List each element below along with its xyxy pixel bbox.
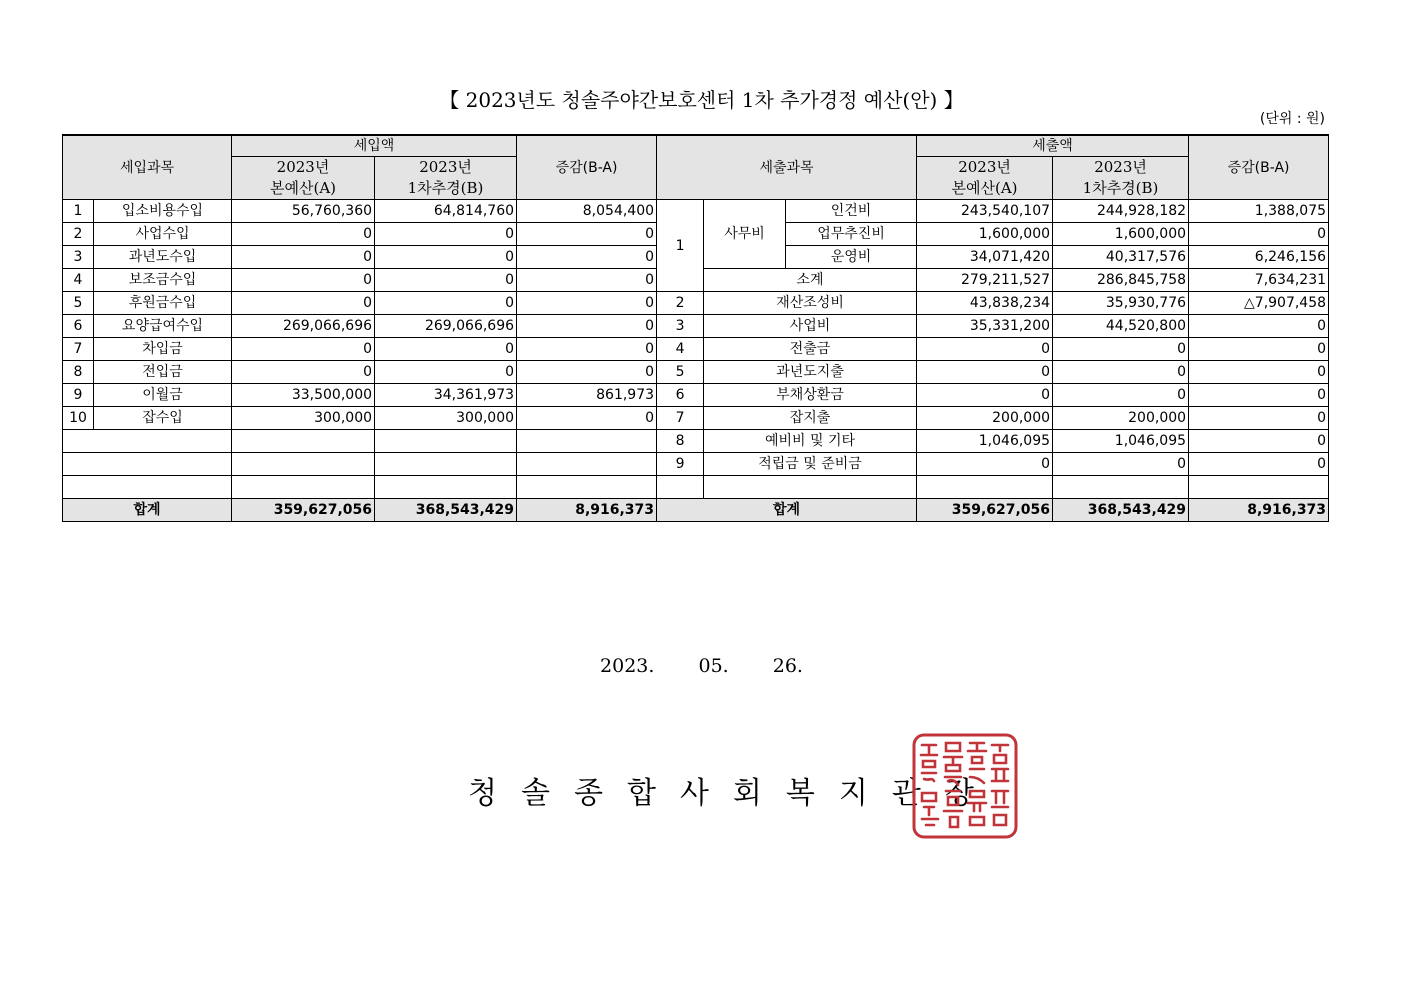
income-original: 0 bbox=[232, 246, 375, 269]
income-subject: 잡수입 bbox=[94, 407, 232, 430]
income-diff-header: 증감(B-A) bbox=[517, 135, 657, 200]
expense-diff: 0 bbox=[1189, 384, 1329, 407]
header-row-1 bbox=[63, 135, 1329, 157]
expense-original: 35,331,200 bbox=[917, 315, 1053, 338]
income-revised: 64,814,760 bbox=[375, 200, 517, 223]
income-diff: 0 bbox=[517, 361, 657, 384]
expense-original: 0 bbox=[917, 338, 1053, 361]
income-original: 0 bbox=[232, 269, 375, 292]
income-diff: 8,054,400 bbox=[517, 200, 657, 223]
expense-a-year: 2023년 bbox=[917, 157, 1053, 179]
income-b-year: 2023년 bbox=[375, 157, 517, 179]
table-row bbox=[63, 384, 1329, 407]
income-subject: 차입금 bbox=[94, 338, 232, 361]
document-title: 【 2023년도 청솔주야간보호센터 1차 추가경정 예산(안) 】 bbox=[439, 88, 964, 112]
total-row bbox=[63, 499, 1329, 522]
income-total-diff: 8,916,373 bbox=[517, 499, 657, 522]
income-subject: 보조금수입 bbox=[94, 269, 232, 292]
expense-diff: 0 bbox=[1189, 315, 1329, 338]
expense-diff: △7,907,458 bbox=[1189, 292, 1329, 315]
income-original: 0 bbox=[232, 292, 375, 315]
expense-revised: 1,600,000 bbox=[1053, 223, 1189, 246]
expense-total-label: 합계 bbox=[657, 499, 917, 522]
expense-diff-header: 증감(B-A) bbox=[1189, 135, 1329, 200]
income-b-label: 1차추경(B) bbox=[375, 178, 517, 200]
table-row bbox=[63, 338, 1329, 361]
income-diff: 0 bbox=[517, 246, 657, 269]
income-subject: 후원금수입 bbox=[94, 292, 232, 315]
income-no: 7 bbox=[63, 338, 94, 361]
expense-original: 34,071,420 bbox=[917, 246, 1053, 269]
official-seal bbox=[912, 733, 1018, 839]
expense-no: 5 bbox=[657, 361, 704, 384]
expense-item: 인건비 bbox=[786, 200, 917, 223]
income-no: 8 bbox=[63, 361, 94, 384]
expense-subject: 재산조성비 bbox=[704, 292, 917, 315]
income-no: 10 bbox=[63, 407, 94, 430]
expense-subtotal-label: 소계 bbox=[704, 269, 917, 292]
income-no: 6 bbox=[63, 315, 94, 338]
empty-cell bbox=[1189, 476, 1329, 499]
expense-diff: 7,634,231 bbox=[1189, 269, 1329, 292]
table-row bbox=[63, 361, 1329, 384]
expense-diff: 0 bbox=[1189, 453, 1329, 476]
expense-revised: 200,000 bbox=[1053, 407, 1189, 430]
income-no: 9 bbox=[63, 384, 94, 407]
expense-original: 43,838,234 bbox=[917, 292, 1053, 315]
income-revised: 0 bbox=[375, 246, 517, 269]
table-row bbox=[63, 315, 1329, 338]
expense-diff: 0 bbox=[1189, 407, 1329, 430]
expense-subject: 적립금 및 준비금 bbox=[704, 453, 917, 476]
table-row bbox=[63, 430, 1329, 453]
expense-revised: 0 bbox=[1053, 453, 1189, 476]
expense-diff: 6,246,156 bbox=[1189, 246, 1329, 269]
income-total-label: 합계 bbox=[63, 499, 232, 522]
income-diff: 0 bbox=[517, 407, 657, 430]
income-diff: 0 bbox=[517, 338, 657, 361]
income-diff: 0 bbox=[517, 223, 657, 246]
empty-cell bbox=[63, 453, 232, 476]
income-subject: 사업수입 bbox=[94, 223, 232, 246]
income-subject: 이월금 bbox=[94, 384, 232, 407]
expense-revised: 286,845,758 bbox=[1053, 269, 1189, 292]
income-subject: 과년도수입 bbox=[94, 246, 232, 269]
expense-b-label: 1차추경(B) bbox=[1053, 178, 1189, 200]
income-no: 3 bbox=[63, 246, 94, 269]
expense-diff: 0 bbox=[1189, 361, 1329, 384]
income-revised: 0 bbox=[375, 338, 517, 361]
expense-subject: 부채상환금 bbox=[704, 384, 917, 407]
empty-cell bbox=[232, 476, 375, 499]
expense-diff: 1,388,075 bbox=[1189, 200, 1329, 223]
income-original: 56,760,360 bbox=[232, 200, 375, 223]
empty-cell bbox=[517, 476, 657, 499]
empty-cell bbox=[517, 453, 657, 476]
income-a-label: 본예산(A) bbox=[232, 178, 375, 200]
expense-no: 2 bbox=[657, 292, 704, 315]
expense-no: 9 bbox=[657, 453, 704, 476]
expense-original: 0 bbox=[917, 453, 1053, 476]
expense-group: 사무비 bbox=[704, 200, 786, 269]
income-subject-header: 세입과목 bbox=[63, 135, 232, 200]
expense-no: 3 bbox=[657, 315, 704, 338]
expense-b-year: 2023년 bbox=[1053, 157, 1189, 179]
expense-no: 7 bbox=[657, 407, 704, 430]
income-revised: 300,000 bbox=[375, 407, 517, 430]
income-subject: 전입금 bbox=[94, 361, 232, 384]
income-original: 300,000 bbox=[232, 407, 375, 430]
empty-cell bbox=[657, 476, 704, 499]
empty-cell bbox=[232, 453, 375, 476]
expense-no: 1 bbox=[657, 200, 704, 292]
empty-cell bbox=[232, 430, 375, 453]
income-revised: 0 bbox=[375, 361, 517, 384]
empty-cell bbox=[63, 430, 232, 453]
expense-total-revised: 368,543,429 bbox=[1053, 499, 1189, 522]
income-a-year: 2023년 bbox=[232, 157, 375, 179]
table-row bbox=[63, 407, 1329, 430]
expense-revised: 44,520,800 bbox=[1053, 315, 1189, 338]
table-row bbox=[63, 200, 1329, 223]
expense-revised: 1,046,095 bbox=[1053, 430, 1189, 453]
expense-no: 8 bbox=[657, 430, 704, 453]
expense-revised: 35,930,776 bbox=[1053, 292, 1189, 315]
expense-original: 0 bbox=[917, 361, 1053, 384]
expense-original: 279,211,527 bbox=[917, 269, 1053, 292]
income-subject: 입소비용수입 bbox=[94, 200, 232, 223]
income-original: 0 bbox=[232, 338, 375, 361]
income-revised: 0 bbox=[375, 269, 517, 292]
expense-diff: 0 bbox=[1189, 338, 1329, 361]
income-total-original: 359,627,056 bbox=[232, 499, 375, 522]
expense-a-label: 본예산(A) bbox=[917, 178, 1053, 200]
expense-subject: 잡지출 bbox=[704, 407, 917, 430]
income-original: 0 bbox=[232, 361, 375, 384]
expense-no: 4 bbox=[657, 338, 704, 361]
income-revised: 0 bbox=[375, 292, 517, 315]
expense-original: 1,046,095 bbox=[917, 430, 1053, 453]
table-row bbox=[63, 292, 1329, 315]
expense-revised: 40,317,576 bbox=[1053, 246, 1189, 269]
expense-original: 200,000 bbox=[917, 407, 1053, 430]
income-diff: 0 bbox=[517, 269, 657, 292]
empty-cell bbox=[375, 430, 517, 453]
expense-subject-header: 세출과목 bbox=[657, 135, 917, 200]
empty-cell bbox=[375, 476, 517, 499]
expense-diff: 0 bbox=[1189, 430, 1329, 453]
expense-original: 243,540,107 bbox=[917, 200, 1053, 223]
expense-original: 0 bbox=[917, 384, 1053, 407]
empty-cell bbox=[63, 476, 232, 499]
document-date: 2023. 05. 26. bbox=[600, 655, 803, 677]
empty-cell bbox=[1053, 476, 1189, 499]
income-no: 2 bbox=[63, 223, 94, 246]
table-row bbox=[63, 476, 1329, 499]
empty-cell bbox=[704, 476, 917, 499]
expense-amount-header: 세출액 bbox=[917, 135, 1189, 157]
income-diff: 0 bbox=[517, 315, 657, 338]
income-original: 269,066,696 bbox=[232, 315, 375, 338]
income-no: 5 bbox=[63, 292, 94, 315]
income-no: 4 bbox=[63, 269, 94, 292]
income-total-revised: 368,543,429 bbox=[375, 499, 517, 522]
expense-subject: 예비비 및 기타 bbox=[704, 430, 917, 453]
expense-revised: 0 bbox=[1053, 338, 1189, 361]
expense-item: 업무추진비 bbox=[786, 223, 917, 246]
income-revised: 34,361,973 bbox=[375, 384, 517, 407]
expense-original: 1,600,000 bbox=[917, 223, 1053, 246]
income-revised: 269,066,696 bbox=[375, 315, 517, 338]
income-diff: 0 bbox=[517, 292, 657, 315]
income-revised: 0 bbox=[375, 223, 517, 246]
income-original: 33,500,000 bbox=[232, 384, 375, 407]
expense-subject: 과년도지출 bbox=[704, 361, 917, 384]
signature-line: 청솔종합사회복지관장 bbox=[468, 776, 998, 811]
expense-diff: 0 bbox=[1189, 223, 1329, 246]
income-diff: 861,973 bbox=[517, 384, 657, 407]
expense-subject: 전출금 bbox=[704, 338, 917, 361]
expense-no: 6 bbox=[657, 384, 704, 407]
table-row bbox=[63, 453, 1329, 476]
unit-note: (단위 : 원) bbox=[1259, 111, 1325, 127]
empty-cell bbox=[517, 430, 657, 453]
income-no: 1 bbox=[63, 200, 94, 223]
expense-total-diff: 8,916,373 bbox=[1189, 499, 1329, 522]
expense-revised: 244,928,182 bbox=[1053, 200, 1189, 223]
income-subject: 요양급여수입 bbox=[94, 315, 232, 338]
budget-table bbox=[62, 134, 1329, 522]
expense-total-original: 359,627,056 bbox=[917, 499, 1053, 522]
expense-revised: 0 bbox=[1053, 384, 1189, 407]
income-original: 0 bbox=[232, 223, 375, 246]
income-amount-header: 세입액 bbox=[232, 135, 517, 157]
expense-revised: 0 bbox=[1053, 361, 1189, 384]
expense-item: 운영비 bbox=[786, 246, 917, 269]
empty-cell bbox=[375, 453, 517, 476]
expense-subject: 사업비 bbox=[704, 315, 917, 338]
empty-cell bbox=[917, 476, 1053, 499]
